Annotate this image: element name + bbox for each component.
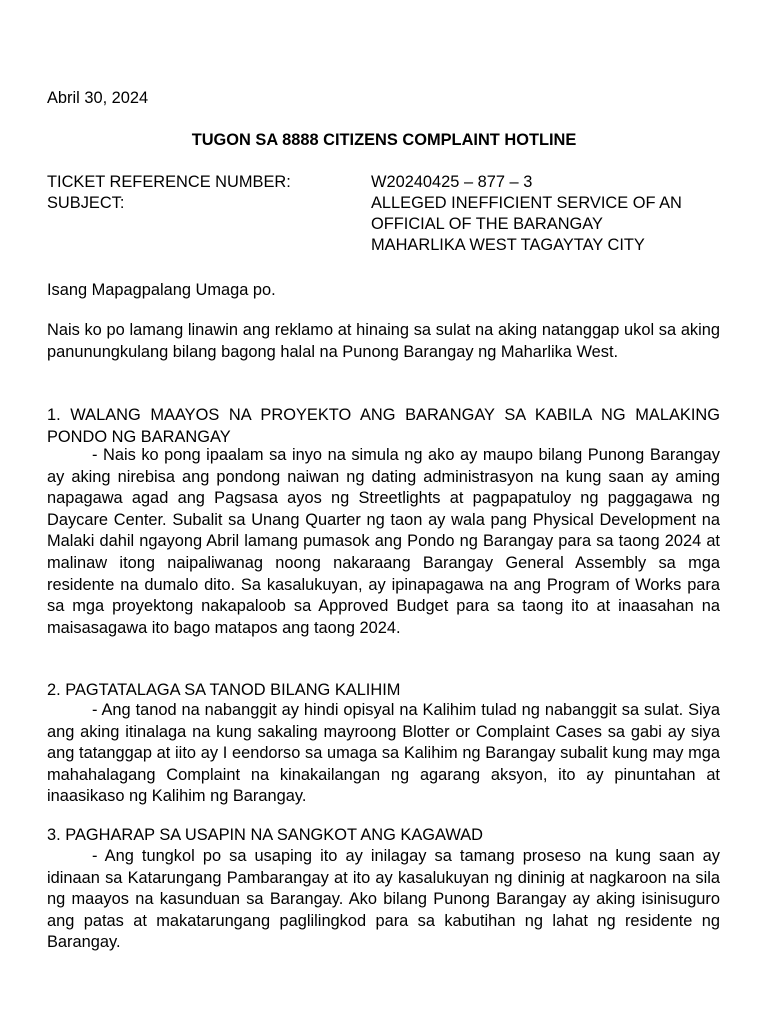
subject-line: ALLEGED INEFFICIENT SERVICE OF AN bbox=[371, 194, 682, 212]
intro-paragraph: Nais ko po lamang linawin ang reklamo at hinaing sa sulat na aking natanggap ukol sa aking panunungkulang bilang bagong halal na Punong Barangay ng Maharlika West. bbox=[47, 321, 720, 361]
ticket-reference-label: TICKET REFERENCE NUMBER: bbox=[47, 173, 291, 191]
greeting: Isang Mapagpalang Umaga po. bbox=[47, 281, 276, 299]
ticket-reference-value: W20240425 – 877 – 3 bbox=[371, 173, 533, 191]
section-body: - Nais ko pong ipaalam sa inyo na simula ng ako ay maupo bilang Punong Barangay ay aking nirebisa ang pondong naiwan ng dating administrasyon na kung saan ay aming napagawa agad ang Pagsasa ayos ng Streetlights at pagpapatuloy ng paggagawa ng Daycare Center. Subalit sa Unang Quarter ng taon ay wala pang Physical Development na Malaki dahil ngayong Abril lamang pumasok ang Pondo ng Barangay para sa taong 2024 at malinaw itong naipaliwanag noong nakaraang Barangay General Assembly sa mga residente na dumalo dito. Sa kasalukuyan, ay ipinapagawa na ang Program of Works para sa mga proyektong nakapaloob sa Approved Budget para sa taong ito at inaasahan na maisasagawa ito bago matapos ang taong 2024. bbox=[47, 446, 720, 637]
letter-title: TUGON SA 8888 CITIZENS COMPLAINT HOTLINE bbox=[191, 131, 577, 149]
subject-label: SUBJECT: bbox=[47, 194, 125, 212]
section-heading: 2. PAGTATALAGA SA TANOD BILANG KALIHIM bbox=[47, 681, 401, 699]
section-body: - Ang tungkol po sa usaping ito ay inilagay sa tamang proseso na kung saan ay idinaan sa Katarungang Pambarangay at ito ay kasalukuyan ng dininig at nagkaroon na sila ng maayos na kasunduan sa Barangay. Ako bilang Punong Barangay ay aking isinisuguro ang patas at makatarungang paglilingkod para sa kabutihan ng lahat ng residente ng Barangay. bbox=[47, 847, 720, 952]
subject-line: MAHARLIKA WEST TAGAYTAY CITY bbox=[371, 236, 645, 254]
letter-date: Abril 30, 2024 bbox=[47, 89, 149, 107]
section-heading: 1. WALANG MAAYOS NA PROYEKTO ANG BARANGAY SA KABILA NG MALAKING PONDO NG BARANGAY bbox=[47, 406, 720, 446]
section-heading: 3. PAGHARAP SA USAPIN NA SANGKOT ANG KAGAWAD bbox=[47, 826, 483, 844]
subject-line: OFFICIAL OF THE BARANGAY bbox=[371, 215, 603, 233]
section-body: - Ang tanod na nabanggit ay hindi opisyal na Kalihim tulad ng nabanggit sa sulat. Siya ang aking itinalaga na kung sakaling mayroong Blotter or Complaint Cases sa gabi ay siya ang tatanggap at iito ay I eendorso sa umaga sa Kalihim ng Barangay subalit kung may mga mahahalagang Complaint na kinakailangan ng agarang aksyon, ito ay pinuntahan at inaasikaso ng Kalihim ng Barangay. bbox=[47, 701, 720, 806]
